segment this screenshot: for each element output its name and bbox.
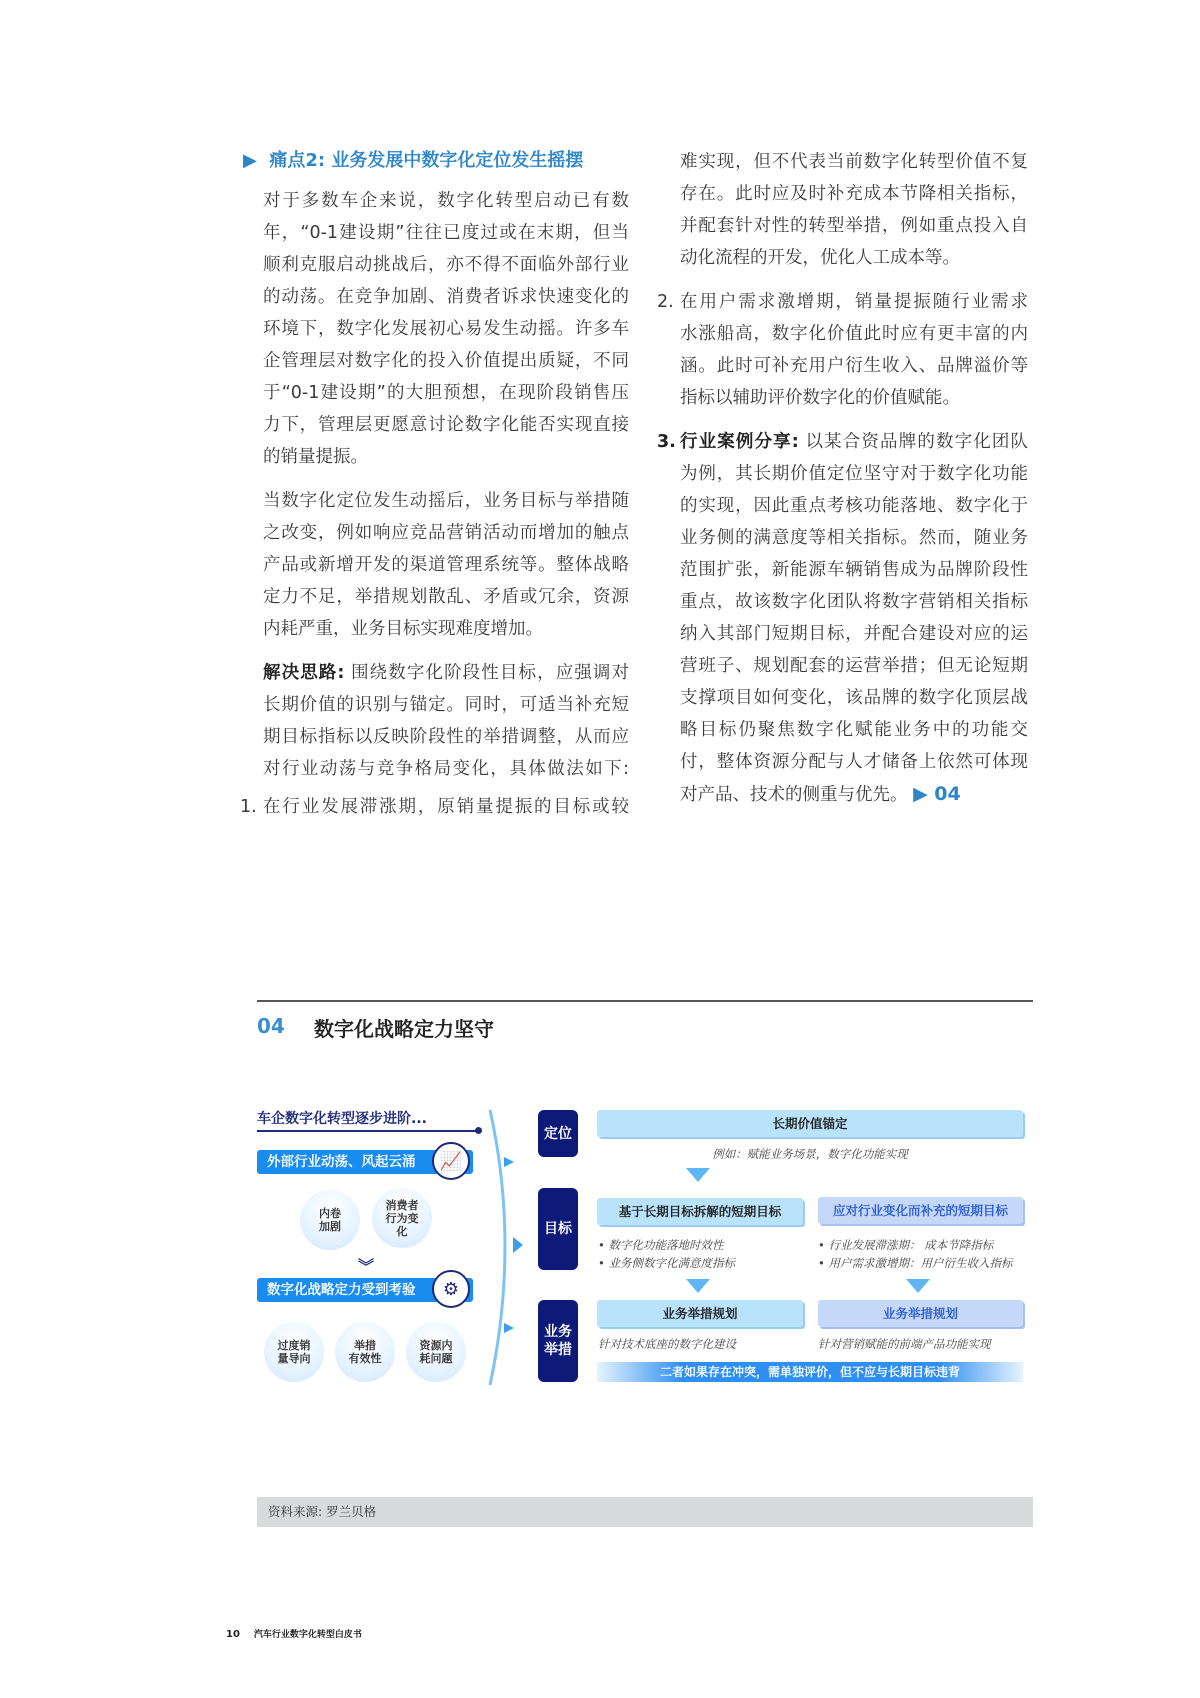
chart-trend-icon: 📈 [432, 1142, 470, 1180]
text-line: 纳入其部门短期目标，并配合建设对应的运 [680, 624, 1028, 644]
text-line: 存在。此时应及时补充成本节降相关指标， [680, 184, 1028, 204]
text-line: 顺利克服启动挑战后，亦不得不面临外部行业 [263, 255, 629, 275]
section-number: 04 [257, 1014, 285, 1038]
text-line: 内耗严重，业务目标实现难度增加。 [263, 619, 543, 639]
line: 在用户需求激增期，销量提振随行业需求 [680, 292, 1028, 312]
text-line: 动化流程的开发，优化人工成本等。 [680, 248, 960, 268]
right-column [657, 146, 1028, 810]
external-turbulence-bar: 外部行业动荡、风起云涌 [257, 1150, 473, 1174]
text-line: 并配套针对性的转型举措，例如重点投入自 [680, 216, 1028, 236]
long-term-anchor-box: 长期价值锚定 [597, 1110, 1023, 1137]
action-plan-left-desc: 针对技术底座的数字化建设 [598, 1337, 736, 1351]
supplementary-goal-box: 应对行业变化而补充的短期目标 [818, 1197, 1023, 1224]
bubble [372, 1188, 432, 1248]
list-item-1 [240, 791, 629, 823]
text-line [657, 286, 1028, 318]
goal-label: 目标 [538, 1188, 578, 1270]
solution-paragraph [263, 657, 629, 785]
section-reference-link[interactable]: ▶ 04 [913, 783, 961, 805]
arrow-down-icon [686, 1279, 710, 1293]
bullet: 数字化功能落地时效性 [608, 1238, 724, 1252]
list-item-2 [657, 286, 1028, 414]
text-line: 略目标仍聚焦数字化赋能业务中的功能交 [680, 720, 1028, 740]
action-plan-right-desc: 针对营销赋能的前端产品功能实现 [818, 1337, 991, 1351]
bubble-text: 消费者 行为变 化 [385, 1198, 419, 1238]
diagram-left-title: 车企数字化转型逐步进阶... [257, 1111, 427, 1127]
case-label: 行业案例分享: [680, 432, 799, 452]
text-line: 水涨船高，数字化价值此时应有更丰富的内 [680, 324, 1028, 344]
list-item-3 [657, 426, 1028, 778]
section-title: 数字化战略定力坚守 [314, 1017, 494, 1041]
line: 以某合资品牌的数字化团队 [798, 432, 1028, 452]
bullet: 行业发展滞涨期： 成本节降指标 [828, 1238, 994, 1252]
text-line: 长期价值的识别与锚定。同时，可适当补充短 [263, 695, 629, 715]
text-line: 定力不足，举措规划散乱、矛盾或冗余，资源 [263, 587, 629, 607]
text-line: 的实现，因此重点考核功能落地、数字化于 [680, 496, 1028, 516]
positioning-label: 定位 [538, 1110, 578, 1157]
text-line: 营班子、规划配套的运营举措；但无论短期 [680, 656, 1028, 676]
paragraph-1 [263, 185, 629, 473]
text-line: 环境下，数字化发展初心易发生动摇。许多车 [263, 319, 629, 339]
text-line: 的销量提振。 [263, 447, 368, 467]
text-line: 难实现，但不代表当前数字化转型价值不复 [680, 152, 1028, 172]
title-underline [257, 1130, 479, 1132]
text-line: 的动荡。在竞争加剧、消费者诉求快速变化的 [263, 287, 629, 307]
bubble-text: 过度销 量导向 [277, 1339, 311, 1365]
page-number: 10 [226, 1629, 240, 1640]
text-line: 于“0-1建设期”的大胆预想，在现阶段销售压 [263, 383, 629, 403]
text-line: 范围扩张，新能源车辆销售成为品牌阶段性 [680, 560, 1028, 580]
arrow-down-icon [686, 1168, 710, 1182]
text-line: 企管理层对数字化的投入价值提出质疑，不同 [263, 351, 629, 371]
strategy-tested-bar: 数字化战略定力受到考验 [257, 1278, 473, 1302]
item-number: 3. [657, 432, 676, 452]
bubble [406, 1322, 466, 1382]
bubble-text: 举措 有效性 [348, 1339, 382, 1365]
text-line: 产品或新增开发的渠道管理系统等。整体战略 [263, 555, 629, 575]
item-number: 2. [657, 292, 674, 312]
text-line: 指标以辅助评价数字化的价值赋能。 [680, 388, 960, 408]
source-caption: 资料来源: 罗兰贝格 [257, 1497, 1033, 1527]
supplementary-goal-bullets: • 行业发展滞涨期： 成本节降指标 • 用户需求激增期：用户衍生收入指标 [818, 1238, 1013, 1270]
line: 在行业发展滞涨期，原销量提振的目标或较 [263, 797, 629, 817]
item-1-continued [680, 146, 1028, 274]
bubble [264, 1322, 324, 1382]
anchor-example: 例如：赋能业务场景，数字化功能实现 [712, 1147, 908, 1161]
bubble [335, 1322, 395, 1382]
text-line: 年，“0-1建设期”往往已度过或在末期，但当 [263, 223, 629, 243]
text-line: 付，整体资源分配与人才储备上依然可体现 [680, 752, 1028, 772]
page-footer [226, 1627, 362, 1640]
business-action-label: 业务 举措 [538, 1300, 578, 1382]
gear-person-icon: ⚙ [432, 1270, 470, 1308]
text-line: 业务侧的满意度等相关指标。然而，随业务 [680, 528, 1028, 548]
bubble-text: 资源内 耗问题 [419, 1339, 453, 1365]
action-plan-right: 业务举措规划 [818, 1300, 1023, 1327]
bullet: 业务侧数字化满意度指标 [608, 1256, 735, 1270]
left-column [240, 145, 629, 823]
conflict-note-bar: 二者如果存在冲突，需单独评价，但不应与长期目标违背 [597, 1362, 1023, 1382]
bubble-text: 内卷 加剧 [319, 1207, 341, 1233]
pain-point-heading [243, 145, 629, 185]
solution-label: 解决思路: [263, 663, 345, 683]
publication-title: 汽车行业数字化转型白皮书 [253, 1630, 362, 1640]
text-line: 涵。此时可补充用户衍生收入、品牌溢价等 [680, 356, 1028, 376]
item-number: 1. [240, 797, 257, 817]
arrow-down-icon [906, 1279, 930, 1293]
heading-text: 痛点2: 业务发展中数字化定位发生摇摆 [269, 150, 584, 171]
section-divider [257, 1000, 1033, 1002]
bullet: 用户需求激增期：用户衍生收入指标 [828, 1256, 1013, 1270]
bubble [300, 1190, 360, 1250]
action-plan-left: 业务举措规划 [597, 1300, 803, 1327]
text-line: 重点，故该数字化团队将数字营销相关指标 [680, 592, 1028, 612]
line: 围绕数字化阶段性目标，应强调对 [344, 663, 629, 683]
text-line: 之改变，例如响应竞品营销活动而增加的触点 [263, 523, 629, 543]
derived-goal-bullets: • 数字化功能落地时效性 • 业务侧数字化满意度指标 [598, 1238, 735, 1270]
text-line: 当数字化定位发生动摇后，业务目标与举措随 [263, 491, 629, 511]
text-line: 对于多数车企来说，数字化转型启动已有数 [263, 191, 629, 211]
chevron-down-icon: ︾ [358, 1257, 375, 1276]
text-line: 为例，其长期价值定位坚守对于数字化功能 [680, 464, 1028, 484]
line: 对产品、技术的侧重与优先。 [680, 785, 908, 805]
curved-bracket-arrows [480, 1105, 530, 1390]
text-line: 期目标指标以反映阶段性的举措调整，从而应 [263, 727, 629, 747]
paragraph-2 [263, 485, 629, 645]
derived-goal-box: 基于长期目标拆解的短期目标 [597, 1198, 803, 1225]
text-line: 力下，管理层更愿意讨论数字化能否实现直接 [263, 415, 629, 435]
triangle-icon: ▶ [243, 150, 270, 171]
text-line: 支撑项目如何变化，该品牌的数字化顶层战 [680, 688, 1028, 708]
text-line: 对行业动荡与竞争格局变化，具体做法如下: [263, 759, 629, 779]
